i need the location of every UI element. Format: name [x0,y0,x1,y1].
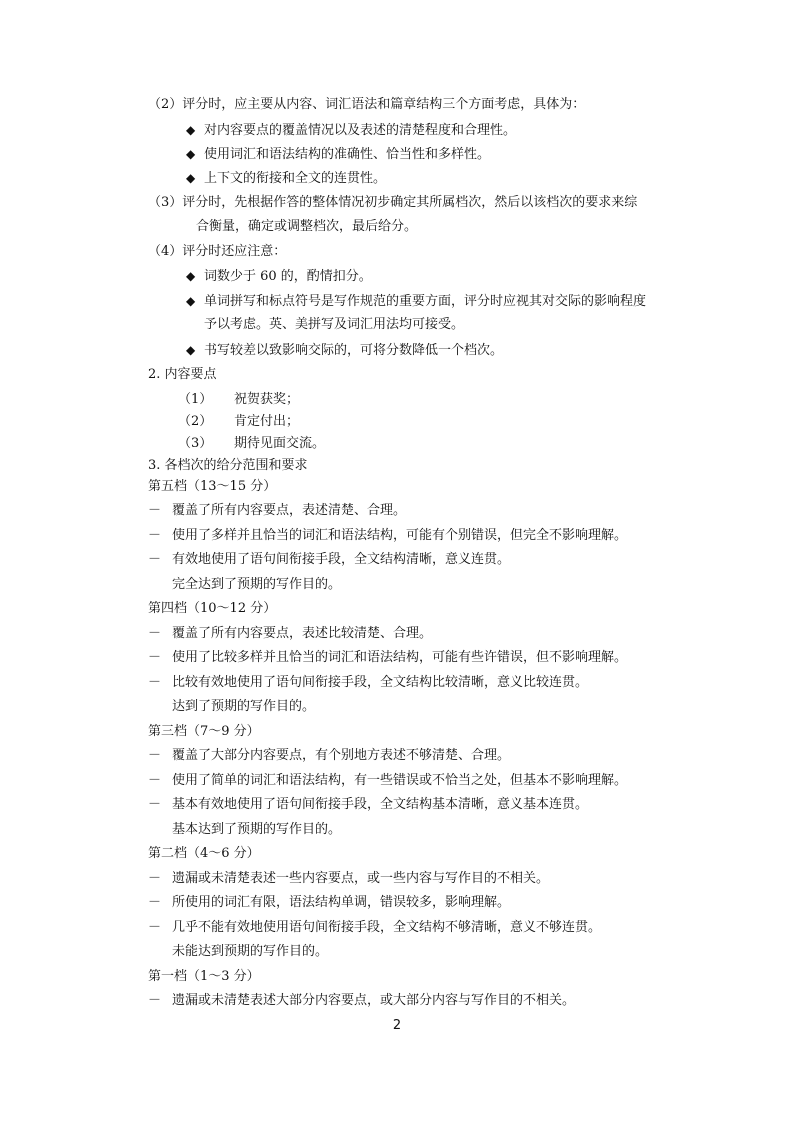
tier-item: － 比较有效地使用了语句间衔接手段，全文结构比较清晰，意义比较连贯。 [148,674,588,692]
content-point-1 [178,391,299,409]
tier-summary: 完全达到了预期的写作目的。 [172,577,342,592]
tier-title: 第五档（13～15 分） [148,479,277,494]
item4-heading: （4）评分时还应注意： [148,244,287,259]
content-point-number: （3） [178,436,213,451]
item4-bullet-2: ◆ 单词拼写和标点符号是写作规范的重要方面，评分时应视其对交际的影响程度 [186,292,646,311]
tier-item: － 遗漏或未清楚表述大部分内容要点，或大部分内容与写作目的不相关。 [148,992,575,1010]
item2-bullet-1: ◆ 对内容要点的覆盖情况以及表述的清楚程度和合理性。 [186,121,516,140]
tier-summary: 基本达到了预期的写作目的。 [172,822,342,837]
item2-bullet-3: ◆ 上下文的衔接和全文的连贯性。 [186,169,386,188]
section3-heading: 3. 各档次的给分范围和要求 [148,458,308,473]
tier-item: － 基本有效地使用了语句间衔接手段，全文结构基本清晰，意义基本连贯。 [148,796,588,814]
item3-line-1: （3）评分时，先根据作答的整体情况初步确定其所属档次，然后以该档次的要求来综 [148,195,638,210]
tier-item: － 使用了比较多样并且恰当的词汇和语法结构，可能有些许错误，但不影响理解。 [148,649,627,667]
tier-item: － 覆盖了所有内容要点，表述清楚、合理。 [148,502,406,520]
tier-item: － 遗漏或未清楚表述一些内容要点，或一些内容与写作目的不相关。 [148,870,549,888]
item2-heading: （2）评分时，应主要从内容、词汇语法和篇章结构三个方面考虑，具体为： [148,97,586,112]
tier-summary: 未能达到预期的写作目的。 [172,944,329,959]
tier-title: 第一档（1～3 分） [148,969,260,984]
content-point-3 [178,435,325,453]
tier-item: － 使用了多样并且恰当的词汇和语法结构，可能有个别错误，但完全不影响理解。 [148,527,627,545]
content-point-number: （1） [178,392,213,407]
tier-item: － 覆盖了大部分内容要点，有个别地方表述不够清楚、合理。 [148,747,510,765]
content-point-text: 祝贺获奖； [234,392,300,407]
content-point-text: 期待见面交流。 [234,436,326,451]
item3-line-2: 合衡量，确定或调整档次，最后给分。 [196,219,418,234]
item2-bullet-2: ◆ 使用词汇和语法结构的准确性、恰当性和多样性。 [186,145,490,164]
tier-item: － 所使用的词汇有限，语法结构单调，错误较多，影响理解。 [148,894,510,912]
page-number: 2 [392,1018,402,1033]
tier-title: 第三档（7～9 分） [148,724,260,739]
item4-bullet-2-cont: 予以考虑。英、美拼写及词汇用法均可接受。 [204,317,465,332]
tier-summary: 达到了预期的写作目的。 [172,699,316,714]
tier-item: － 使用了简单的词汇和语法结构，有一些错误或不恰当之处，但基本不影响理解。 [148,772,627,790]
content-point-2 [178,413,299,431]
tier-title: 第二档（4～6 分） [148,846,260,861]
section2-heading: 2. 内容要点 [148,367,217,382]
tier-title: 第四档（10～12 分） [148,601,277,616]
tier-item: － 覆盖了所有内容要点，表述比较清楚、合理。 [148,625,432,643]
item4-bullet-1: ◆ 词数少于 60 的，酌情扣分。 [186,267,372,286]
tier-item: － 几乎不能有效地使用语句间衔接手段，全文结构不够清晰，意义不够连贯。 [148,919,601,937]
content-point-text: 肯定付出； [234,414,300,429]
item4-bullet-3: ◆ 书写较差以致影响交际的，可将分数降低一个档次。 [186,341,503,360]
tier-item: － 有效地使用了语句间衔接手段，全文结构清晰，意义连贯。 [148,551,510,569]
content-point-number: （2） [178,414,213,429]
